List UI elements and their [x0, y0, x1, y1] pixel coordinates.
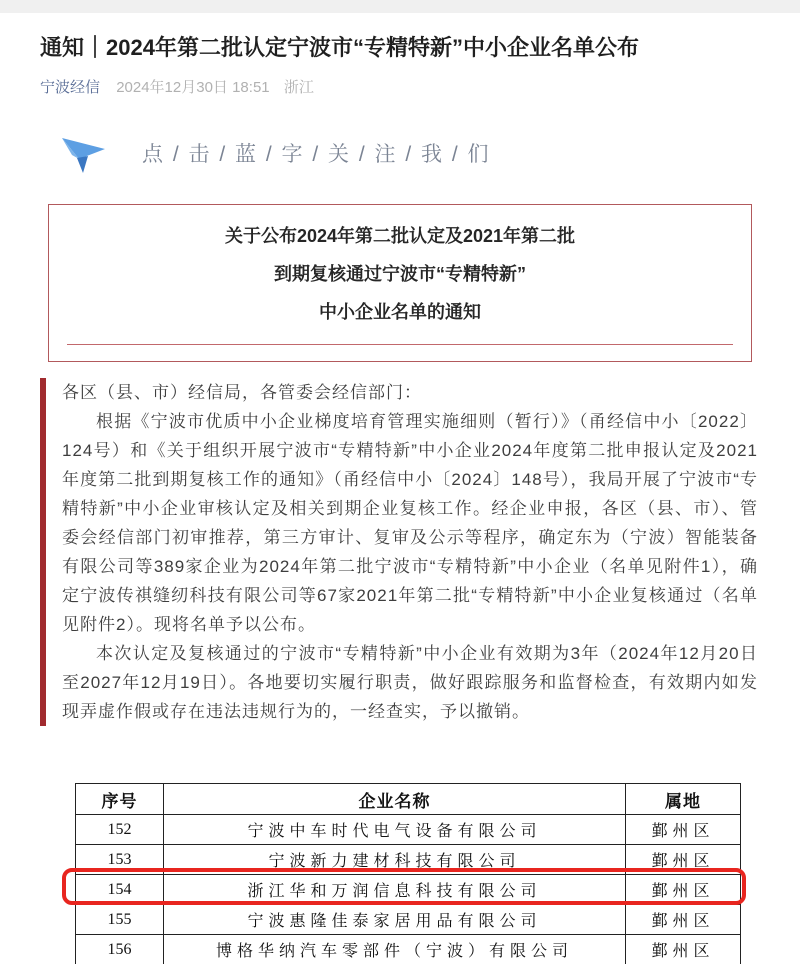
- column-header-company: 企业名称: [164, 784, 626, 815]
- cell-company-name: 宁波新力建材科技有限公司: [164, 845, 626, 875]
- publish-datetime: 2024年12月30日 18:51: [116, 79, 269, 96]
- notice-body: [40, 378, 758, 726]
- follow-us-text: 点 / 击 / 蓝 / 字 / 关 / 注 / 我 / 们: [142, 138, 491, 168]
- body-paragraph: 本次认定及复核通过的宁波市“专精特新”中小企业有效期为3年（2024年12月20日至2027年12月19日）。各地要切实履行职责，做好跟踪服务和监督检查，有效期内如发现弄虚作假或存在违法违规行为的，一经查实，予以撤销。: [62, 639, 758, 726]
- cell-district: 鄞州区: [626, 845, 741, 875]
- account-name-link[interactable]: 宁波经信: [40, 79, 100, 96]
- table-row: [76, 935, 741, 964]
- column-header-no: 序号: [76, 784, 164, 815]
- cell-no: 152: [76, 815, 164, 845]
- company-list-table-wrap: [75, 783, 740, 964]
- cell-no: 156: [76, 935, 164, 964]
- cell-company-name: 宁波惠隆佳泰家居用品有限公司: [164, 905, 626, 935]
- cell-company-name: 宁波中车时代电气设备有限公司: [164, 815, 626, 845]
- cell-company-name: 博格华纳汽车零部件（宁波）有限公司: [164, 935, 626, 964]
- cell-district: 鄞州区: [626, 815, 741, 845]
- follow-us-banner: [58, 128, 800, 178]
- notice-body-text: [62, 378, 758, 726]
- notice-divider-rule: [67, 344, 733, 345]
- table-row: [76, 845, 741, 875]
- cell-no: 154: [76, 875, 164, 905]
- notice-title-line-2: 到期复核通过宁波市“专精特新”: [65, 255, 735, 293]
- table-row: [76, 815, 741, 845]
- notice-title-line-3: 中小企业名单的通知: [65, 293, 735, 331]
- cell-company-name: 浙江华和万润信息科技有限公司: [164, 875, 626, 905]
- notice-title-box: [48, 204, 752, 362]
- company-table: [75, 783, 741, 964]
- cell-district: 鄞州区: [626, 905, 741, 935]
- notice-title-line-1: 关于公布2024年第二批认定及2021年第二批: [65, 217, 735, 255]
- table-row: [76, 905, 741, 935]
- column-header-district: 属地: [626, 784, 741, 815]
- cell-district: 鄞州区: [626, 875, 741, 905]
- table-row-highlighted: [76, 875, 741, 905]
- cell-no: 155: [76, 905, 164, 935]
- paper-plane-icon: [58, 129, 108, 177]
- cell-no: 153: [76, 845, 164, 875]
- table-header-row: [76, 784, 741, 815]
- publish-location: 浙江: [284, 79, 314, 96]
- body-paragraph: 根据《宁波市优质中小企业梯度培育管理实施细则（暂行）》（甬经信中小〔2022〕124号）和《关于组织开展宁波市“专精特新”中小企业2024年度第二批申报认定及2021年度第二批到期复核工作的通知》（甬经信中小〔2024〕148号），我局开展了宁波市“专精特新”中小企业审核认定及相关到期企业复核工作。经企业申报，各区（县、市）、管委会经信部门初审推荐，第三方审计、复审及公示等程序，确定东为（宁波）智能装备有限公司等389家企业为2024年第二批宁波市“专精特新”中小企业（名单见附件1），确定宁波传祺缝纫科技有限公司等67家2021年第二批“专精特新”中小企业复核通过（名单见附件2）。现将名单予以公布。: [62, 407, 758, 639]
- red-accent-bar: [40, 378, 46, 726]
- cell-district: 鄞州区: [626, 935, 741, 964]
- byline: [40, 78, 760, 98]
- greeting-line: 各区（县、市）经信局，各管委会经信部门：: [62, 378, 758, 407]
- top-edge-strip: [0, 0, 800, 13]
- page-title: 通知｜2024年第二批认定宁波市“专精特新”中小企业名单公布: [40, 33, 760, 63]
